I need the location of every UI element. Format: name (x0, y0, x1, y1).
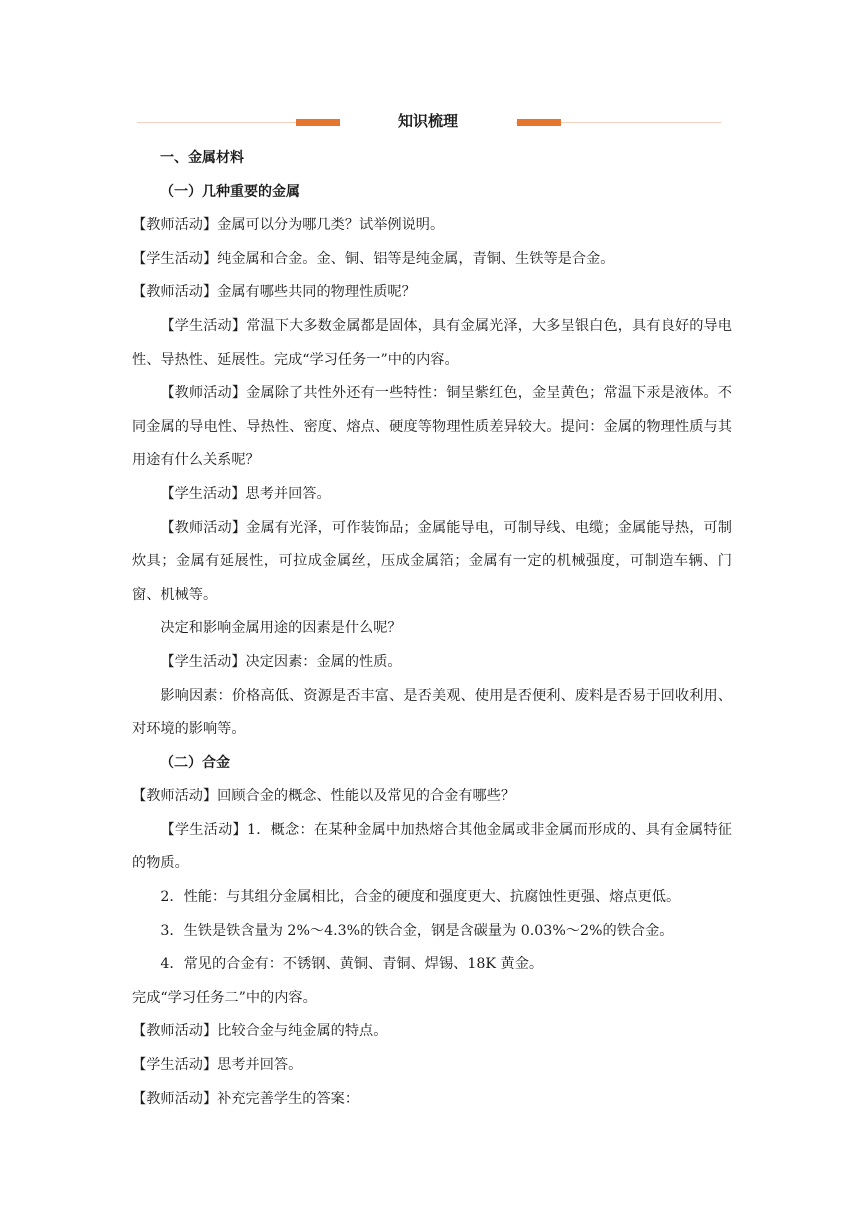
header-accent-bar-left (296, 119, 340, 126)
heading-alloys: （二）合金 (160, 754, 230, 771)
paragraph: 影响因素：价格高低、资源是否丰富、是否美观、使用是否便利、废料是否易于回收利用、对环境的影响等。 (132, 687, 732, 738)
paragraph: 3．生铁是铁含量为 2%～4.3%的铁合金，钢是含碳量为 0.03%～2%的铁合金。 (160, 922, 674, 939)
paragraph: 【学生活动】决定因素：金属的性质。 (160, 653, 402, 670)
paragraph: 【学生活动】常温下大多数金属都是固体，具有金属光泽，大多呈银白色，具有良好的导电性、导热性、延展性。完成“学习任务一”中的内容。 (132, 317, 732, 368)
paragraph: 【教师活动】金属除了共性外还有一些特性：铜呈紫红色，金呈黄色；常温下汞是液体。不同金属的导电性、导热性、密度、熔点、硬度等物理性质差异较大。提问：金属的物理性质与其用途有什么关系呢？ (132, 385, 732, 469)
paragraph: 【教师活动】金属可以分为哪几类？试举例说明。 (132, 217, 445, 234)
paragraph: 【学生活动】思考并回答。 (132, 1057, 303, 1074)
paragraph: 完成“学习任务二”中的内容。 (132, 989, 317, 1006)
paragraph: 【教师活动】回顾合金的概念、性能以及常见的合金有哪些？ (132, 788, 516, 805)
paragraph: 【教师活动】金属有哪些共同的物理性质呢？ (132, 284, 416, 301)
paragraph: 【教师活动】补充完善学生的答案： (132, 1090, 360, 1107)
header-accent-bar-right (517, 119, 561, 126)
paragraph: 【教师活动】金属有光泽，可作装饰品；金属能导电，可制导线、电缆；金属能导热，可制炊具；金属有延展性，可拉成金属丝，压成金属箔；金属有一定的机械强度，可制造车辆、门窗、机械等。 (132, 519, 732, 603)
document-body (132, 142, 732, 1116)
paragraph: 【学生活动】思考并回答。 (160, 485, 331, 502)
section-title: 知识梳理 (340, 110, 516, 131)
paragraph: 决定和影响金属用途的因素是什么呢？ (160, 620, 402, 637)
paragraph: 2．性能：与其组分金属相比，合金的硬度和强度更大、抗腐蚀性更强、熔点更低。 (160, 889, 681, 906)
paragraph: 4．常见的合金有：不锈钢、黄铜、青铜、焊锡、18K 黄金。 (160, 956, 544, 973)
paragraph: 【学生活动】1．概念：在某种金属中加热熔合其他金属或非金属而形成的、具有金属特征的物质。 (132, 821, 732, 872)
heading-metal-materials: 一、金属材料 (160, 150, 244, 166)
paragraph: 【教师活动】比较合金与纯金属的特点。 (132, 1023, 388, 1040)
paragraph: 【学生活动】纯金属和合金。金、铜、铝等是纯金属，青铜、生铁等是合金。 (132, 250, 615, 267)
heading-important-metals: （一）几种重要的金属 (160, 183, 300, 200)
